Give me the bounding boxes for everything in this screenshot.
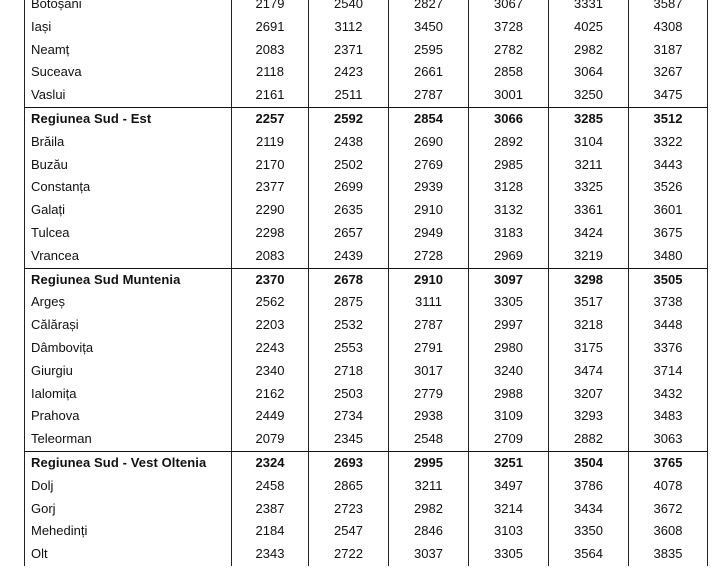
value-cell: 3474 bbox=[549, 360, 629, 383]
value-cell: 2980 bbox=[469, 337, 549, 360]
value-cell: 2449 bbox=[232, 405, 309, 428]
value-cell: 3738 bbox=[629, 291, 708, 314]
value-cell: 3672 bbox=[629, 498, 708, 521]
value-cell: 2718 bbox=[309, 360, 389, 383]
county-name-cell: Brăila bbox=[25, 131, 232, 154]
table-row bbox=[25, 0, 708, 16]
value-cell: 3361 bbox=[549, 199, 629, 222]
value-cell: 3305 bbox=[469, 291, 549, 314]
county-name-cell: Dolj bbox=[25, 475, 232, 498]
value-cell: 2553 bbox=[309, 337, 389, 360]
value-cell: 3064 bbox=[549, 61, 629, 84]
value-cell: 3066 bbox=[469, 107, 549, 130]
table-row bbox=[25, 16, 708, 39]
value-cell: 2547 bbox=[309, 520, 389, 543]
value-cell: 2728 bbox=[389, 245, 469, 268]
value-cell: 3240 bbox=[469, 360, 549, 383]
county-name-cell: Galați bbox=[25, 199, 232, 222]
value-cell: 3786 bbox=[549, 475, 629, 498]
value-cell: 2854 bbox=[389, 107, 469, 130]
value-cell: 3293 bbox=[549, 405, 629, 428]
value-cell: 2769 bbox=[389, 154, 469, 177]
value-cell: 2939 bbox=[389, 176, 469, 199]
county-name-cell: Vaslui bbox=[25, 84, 232, 107]
region-name-cell: Regiunea Sud - Vest Oltenia bbox=[25, 451, 232, 474]
value-cell: 4025 bbox=[549, 16, 629, 39]
value-cell: 3526 bbox=[629, 176, 708, 199]
value-cell: 3017 bbox=[389, 360, 469, 383]
value-cell: 2511 bbox=[309, 84, 389, 107]
value-cell: 3211 bbox=[549, 154, 629, 177]
value-cell: 2119 bbox=[232, 131, 309, 154]
value-cell: 2532 bbox=[309, 314, 389, 337]
value-cell: 3376 bbox=[629, 337, 708, 360]
table-row bbox=[25, 520, 708, 543]
value-cell: 3305 bbox=[469, 543, 549, 566]
value-cell: 2734 bbox=[309, 405, 389, 428]
value-cell: 3001 bbox=[469, 84, 549, 107]
value-cell: 3267 bbox=[629, 61, 708, 84]
value-cell: 2184 bbox=[232, 520, 309, 543]
table-row bbox=[25, 39, 708, 62]
value-cell: 3207 bbox=[549, 383, 629, 406]
value-cell: 2827 bbox=[389, 0, 469, 16]
value-cell: 3475 bbox=[629, 84, 708, 107]
value-cell: 2910 bbox=[389, 199, 469, 222]
region-row bbox=[25, 268, 708, 291]
table-body bbox=[25, 0, 708, 566]
value-cell: 2502 bbox=[309, 154, 389, 177]
table-row bbox=[25, 61, 708, 84]
value-cell: 3111 bbox=[389, 291, 469, 314]
value-cell: 3251 bbox=[469, 451, 549, 474]
value-cell: 3505 bbox=[629, 268, 708, 291]
value-cell: 2892 bbox=[469, 131, 549, 154]
value-cell: 2949 bbox=[389, 222, 469, 245]
value-cell: 3350 bbox=[549, 520, 629, 543]
county-name-cell: Prahova bbox=[25, 405, 232, 428]
value-cell: 3175 bbox=[549, 337, 629, 360]
value-cell: 2985 bbox=[469, 154, 549, 177]
county-name-cell: Dâmbovița bbox=[25, 337, 232, 360]
region-row bbox=[25, 107, 708, 130]
value-cell: 3112 bbox=[309, 16, 389, 39]
value-cell: 2540 bbox=[309, 0, 389, 16]
value-cell: 3331 bbox=[549, 0, 629, 16]
value-cell: 3183 bbox=[469, 222, 549, 245]
value-cell: 3104 bbox=[549, 131, 629, 154]
value-cell: 2423 bbox=[309, 61, 389, 84]
value-cell: 2377 bbox=[232, 176, 309, 199]
value-cell: 3512 bbox=[629, 107, 708, 130]
value-cell: 2635 bbox=[309, 199, 389, 222]
county-name-cell: Suceava bbox=[25, 61, 232, 84]
value-cell: 3517 bbox=[549, 291, 629, 314]
table-row bbox=[25, 475, 708, 498]
value-cell: 3214 bbox=[469, 498, 549, 521]
value-cell: 3483 bbox=[629, 405, 708, 428]
value-cell: 2161 bbox=[232, 84, 309, 107]
value-cell: 2203 bbox=[232, 314, 309, 337]
value-cell: 2995 bbox=[389, 451, 469, 474]
value-cell: 2370 bbox=[232, 268, 309, 291]
value-cell: 3128 bbox=[469, 176, 549, 199]
value-cell: 2438 bbox=[309, 131, 389, 154]
value-cell: 3448 bbox=[629, 314, 708, 337]
county-name-cell: Teleorman bbox=[25, 428, 232, 451]
value-cell: 2118 bbox=[232, 61, 309, 84]
value-cell: 4308 bbox=[629, 16, 708, 39]
value-cell: 2982 bbox=[389, 498, 469, 521]
value-cell: 3564 bbox=[549, 543, 629, 566]
value-cell: 3443 bbox=[629, 154, 708, 177]
value-cell: 2723 bbox=[309, 498, 389, 521]
region-name-cell: Regiunea Sud Muntenia bbox=[25, 268, 232, 291]
value-cell: 3714 bbox=[629, 360, 708, 383]
county-name-cell: Neamț bbox=[25, 39, 232, 62]
value-cell: 2875 bbox=[309, 291, 389, 314]
value-cell: 2324 bbox=[232, 451, 309, 474]
value-cell: 2910 bbox=[389, 268, 469, 291]
value-cell: 2982 bbox=[549, 39, 629, 62]
value-cell: 3601 bbox=[629, 199, 708, 222]
value-cell: 2562 bbox=[232, 291, 309, 314]
value-cell: 2988 bbox=[469, 383, 549, 406]
value-cell: 3187 bbox=[629, 39, 708, 62]
value-cell: 2846 bbox=[389, 520, 469, 543]
value-cell: 3063 bbox=[629, 428, 708, 451]
county-name-cell: Mehedinți bbox=[25, 520, 232, 543]
value-cell: 2162 bbox=[232, 383, 309, 406]
value-cell: 2170 bbox=[232, 154, 309, 177]
value-cell: 3298 bbox=[549, 268, 629, 291]
county-name-cell: Iași bbox=[25, 16, 232, 39]
table-row bbox=[25, 360, 708, 383]
value-cell: 2657 bbox=[309, 222, 389, 245]
value-cell: 2693 bbox=[309, 451, 389, 474]
value-cell: 2179 bbox=[232, 0, 309, 16]
value-cell: 2787 bbox=[389, 314, 469, 337]
value-cell: 3219 bbox=[549, 245, 629, 268]
value-cell: 2083 bbox=[232, 39, 309, 62]
value-cell: 2257 bbox=[232, 107, 309, 130]
table-row bbox=[25, 199, 708, 222]
value-cell: 2678 bbox=[309, 268, 389, 291]
value-cell: 2938 bbox=[389, 405, 469, 428]
value-cell: 3097 bbox=[469, 268, 549, 291]
table-row bbox=[25, 498, 708, 521]
county-name-cell: Constanța bbox=[25, 176, 232, 199]
value-cell: 2592 bbox=[309, 107, 389, 130]
value-cell: 2865 bbox=[309, 475, 389, 498]
value-cell: 3211 bbox=[389, 475, 469, 498]
region-name-cell: Regiunea Sud - Est bbox=[25, 107, 232, 130]
value-cell: 2290 bbox=[232, 199, 309, 222]
value-cell: 3608 bbox=[629, 520, 708, 543]
value-cell: 3497 bbox=[469, 475, 549, 498]
region-row bbox=[25, 451, 708, 474]
value-cell: 2997 bbox=[469, 314, 549, 337]
value-cell: 3587 bbox=[629, 0, 708, 16]
value-cell: 2782 bbox=[469, 39, 549, 62]
value-cell: 3424 bbox=[549, 222, 629, 245]
table-row bbox=[25, 337, 708, 360]
county-name-cell: Botoșani bbox=[25, 0, 232, 16]
value-cell: 3109 bbox=[469, 405, 549, 428]
table-row bbox=[25, 84, 708, 107]
value-cell: 2345 bbox=[309, 428, 389, 451]
value-cell: 2458 bbox=[232, 475, 309, 498]
value-cell: 4078 bbox=[629, 475, 708, 498]
value-cell: 3067 bbox=[469, 0, 549, 16]
value-cell: 3037 bbox=[389, 543, 469, 566]
regional-data-table bbox=[24, 0, 708, 566]
table-row bbox=[25, 428, 708, 451]
county-name-cell: Ialomița bbox=[25, 383, 232, 406]
value-cell: 2595 bbox=[389, 39, 469, 62]
table-row bbox=[25, 131, 708, 154]
value-cell: 3132 bbox=[469, 199, 549, 222]
value-cell: 2787 bbox=[389, 84, 469, 107]
value-cell: 3103 bbox=[469, 520, 549, 543]
county-name-cell: Buzău bbox=[25, 154, 232, 177]
value-cell: 3450 bbox=[389, 16, 469, 39]
value-cell: 2691 bbox=[232, 16, 309, 39]
value-cell: 3504 bbox=[549, 451, 629, 474]
value-cell: 3765 bbox=[629, 451, 708, 474]
value-cell: 2779 bbox=[389, 383, 469, 406]
county-name-cell: Gorj bbox=[25, 498, 232, 521]
value-cell: 3675 bbox=[629, 222, 708, 245]
table-row bbox=[25, 245, 708, 268]
value-cell: 2243 bbox=[232, 337, 309, 360]
value-cell: 2791 bbox=[389, 337, 469, 360]
table-row bbox=[25, 176, 708, 199]
value-cell: 2709 bbox=[469, 428, 549, 451]
table-row bbox=[25, 405, 708, 428]
value-cell: 2548 bbox=[389, 428, 469, 451]
value-cell: 2969 bbox=[469, 245, 549, 268]
table-row bbox=[25, 291, 708, 314]
value-cell: 2439 bbox=[309, 245, 389, 268]
value-cell: 2661 bbox=[389, 61, 469, 84]
value-cell: 3285 bbox=[549, 107, 629, 130]
value-cell: 3480 bbox=[629, 245, 708, 268]
county-name-cell: Giurgiu bbox=[25, 360, 232, 383]
table-row bbox=[25, 314, 708, 337]
value-cell: 2083 bbox=[232, 245, 309, 268]
value-cell: 3432 bbox=[629, 383, 708, 406]
value-cell: 2858 bbox=[469, 61, 549, 84]
value-cell: 2882 bbox=[549, 428, 629, 451]
value-cell: 2699 bbox=[309, 176, 389, 199]
value-cell: 3434 bbox=[549, 498, 629, 521]
county-name-cell: Argeș bbox=[25, 291, 232, 314]
value-cell: 2298 bbox=[232, 222, 309, 245]
value-cell: 2722 bbox=[309, 543, 389, 566]
value-cell: 2371 bbox=[309, 39, 389, 62]
value-cell: 3322 bbox=[629, 131, 708, 154]
county-name-cell: Olt bbox=[25, 543, 232, 566]
value-cell: 3325 bbox=[549, 176, 629, 199]
value-cell: 2343 bbox=[232, 543, 309, 566]
value-cell: 3250 bbox=[549, 84, 629, 107]
county-name-cell: Tulcea bbox=[25, 222, 232, 245]
county-name-cell: Vrancea bbox=[25, 245, 232, 268]
value-cell: 3728 bbox=[469, 16, 549, 39]
value-cell: 2079 bbox=[232, 428, 309, 451]
value-cell: 2340 bbox=[232, 360, 309, 383]
value-cell: 2503 bbox=[309, 383, 389, 406]
value-cell: 2387 bbox=[232, 498, 309, 521]
county-name-cell: Călărași bbox=[25, 314, 232, 337]
value-cell: 2690 bbox=[389, 131, 469, 154]
table-row bbox=[25, 383, 708, 406]
value-cell: 3218 bbox=[549, 314, 629, 337]
value-cell: 3835 bbox=[629, 543, 708, 566]
table-row bbox=[25, 154, 708, 177]
table-row bbox=[25, 543, 708, 566]
table-row bbox=[25, 222, 708, 245]
